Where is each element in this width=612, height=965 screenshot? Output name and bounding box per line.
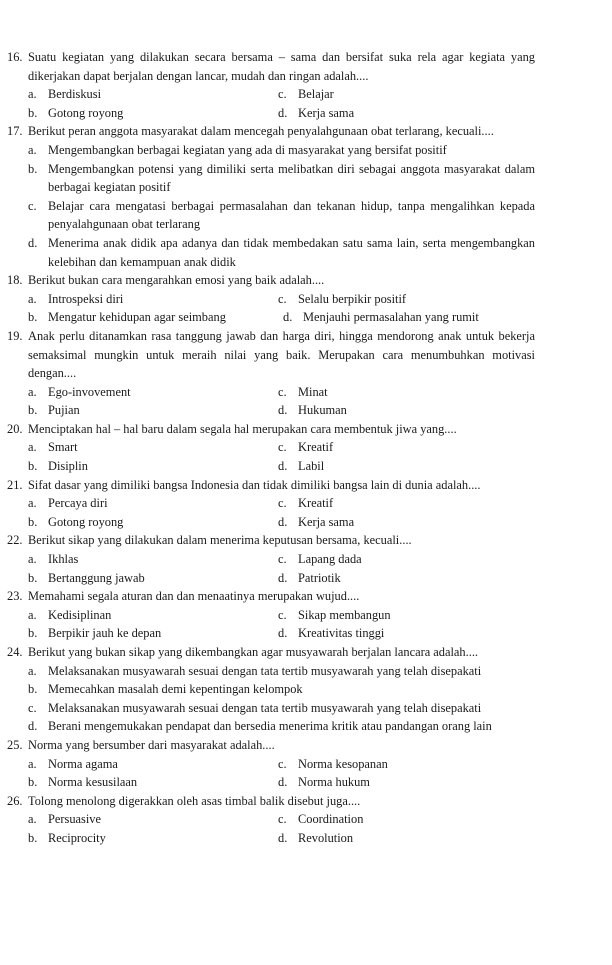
- question-number: 22.: [7, 533, 23, 548]
- question-stem: Berikut yang bukan sikap yang dikembangkan agar musyawarah berjalan lancara adalah....: [28, 645, 479, 659]
- option-b: b. Disiplin: [28, 459, 88, 474]
- option-c: c. Minat: [278, 384, 328, 399]
- options-18: [7, 290, 535, 327]
- option-b: b. Bertanggung jawab: [28, 570, 145, 585]
- option-b: b. Gotong royong: [28, 105, 124, 120]
- options-22: [7, 550, 535, 587]
- question-number: 25.: [7, 737, 23, 752]
- question-stem: Tolong menolong digerakkan oleh asas timbal balik disebut juga....: [28, 793, 361, 808]
- question-list: [7, 48, 535, 848]
- option-c: c. Kreatif: [278, 496, 334, 511]
- option-d: d. Labil: [278, 459, 325, 474]
- question-23: [7, 587, 535, 606]
- option-d: d. Revolution: [278, 830, 354, 845]
- question-16: [7, 48, 535, 85]
- options-16: [7, 85, 535, 122]
- question-26: [7, 792, 535, 811]
- question-number: 20.: [7, 421, 23, 436]
- option-b: b. Berpikir jauh ke depan: [28, 626, 162, 641]
- option-a: a. Kedisiplinan: [28, 607, 112, 622]
- option-b: b. Mengembangkan potensi yang dimiliki serta melibatkan diri sebagai anggota masyarakat dalam berbagai kegiatan positif: [28, 161, 535, 195]
- option-a: a. Smart: [28, 440, 78, 455]
- question-stem: Berikut sikap yang dilakukan dalam menerima keputusan bersama, kecuali....: [28, 533, 412, 548]
- question-22: [7, 531, 535, 550]
- option-d: d. Kerja sama: [278, 105, 355, 120]
- question-stem: Menciptakan hal – hal baru dalam segala hal merupakan cara membentuk jiwa yang....: [28, 421, 457, 436]
- option-d: d. Kreativitas tinggi: [278, 626, 385, 641]
- question-24: [7, 643, 535, 662]
- question-stem: Berikut peran anggota masyarakat dalam mencegah penyalahgunaan obat terlarang, kecuali....: [28, 124, 494, 139]
- question-number: 18.: [7, 273, 23, 288]
- option-b: b. Gotong royong: [28, 514, 124, 529]
- question-20: [7, 420, 535, 439]
- option-d: d. Patriotik: [278, 570, 341, 585]
- option-d: d. Hukuman: [278, 403, 347, 418]
- question-17: [7, 122, 535, 141]
- option-d: d. Berani mengemukakan pendapat dan bersedia menerima kritik atau pandangan orang lain: [28, 719, 492, 734]
- option-a: a. Mengembangkan berbagai kegiatan yang ada di masyarakat yang bersifat positif: [28, 142, 447, 157]
- option-b: b. Memecahkan masalah demi kepentingan kelompok: [28, 682, 303, 697]
- question-number: 17.: [7, 124, 23, 139]
- options-23: [7, 606, 535, 643]
- options-25: [7, 755, 535, 792]
- question-stem: Anak perlu ditanamkan rasa tanggung jawab dan harga diri, hingga mendorong anak untuk bekerja semaksimal mungkin untuk meraih nilai yang baik. Merupakan cara menumbuhkan motivasi dengan....: [28, 328, 535, 381]
- question-stem: Berikut bukan cara mengarahkan emosi yang baik adalah....: [28, 273, 325, 288]
- option-b: b. Mengatur kehidupan agar seimbang: [28, 310, 226, 325]
- option-c: c. Selalu berpikir positif: [278, 291, 407, 306]
- option-a: a. Melaksanakan musyawarah sesuai dengan tata tertib musyawarah yang telah disepakati: [28, 663, 482, 678]
- option-a: a. Berdiskusi: [28, 87, 102, 102]
- options-19: [7, 383, 535, 420]
- option-d: d. Norma hukum: [278, 775, 370, 790]
- question-number: 23.: [7, 589, 23, 604]
- option-a: a. Ego-invovement: [28, 384, 131, 399]
- question-stem: Norma yang bersumber dari masyarakat adalah....: [28, 737, 275, 752]
- option-c: c. Belajar: [278, 87, 334, 102]
- question-number: 16.: [7, 50, 23, 64]
- option-a: a. Introspeksi diri: [28, 291, 124, 306]
- question-18: [7, 271, 535, 290]
- option-c: c. Coordination: [278, 812, 364, 827]
- question-stem: Memahami segala aturan dan dan menaatinya merupakan wujud....: [28, 589, 360, 604]
- option-d: d. Menjauhi permasalahan yang rumit: [283, 310, 479, 325]
- options-26: [7, 810, 535, 847]
- option-b: b. Pujian: [28, 403, 80, 418]
- option-c: c. Sikap membangun: [278, 607, 391, 622]
- options-21: [7, 494, 535, 531]
- option-c: c. Belajar cara mengatasi berbagai permasalahan dan tekanan hidup, tanpa mengalihkan kepada penyalahgunaan obat terlarang: [28, 198, 535, 232]
- question-stem: Sifat dasar yang dimiliki bangsa Indonesia dan tidak dimiliki bangsa lain di dunia adalah....: [28, 477, 481, 492]
- option-d: d. Kerja sama: [278, 514, 355, 529]
- question-25: [7, 736, 535, 755]
- question-number: 26.: [7, 793, 23, 808]
- question-21: [7, 476, 535, 495]
- option-b: b. Norma kesusilaan: [28, 775, 138, 790]
- option-c: c. Melaksanakan musyawarah sesuai dengan tata tertib musyawarah yang telah disepakati: [28, 700, 482, 715]
- question-stem: Suatu kegiatan yang dilakukan secara bersama – sama dan bersifat suka rela agar kegiata yang dikerjakan dapat berjalan dengan lancar, mudah dan ringan adalah....: [28, 50, 535, 83]
- option-c: c. Norma kesopanan: [278, 756, 388, 771]
- question-19: [7, 327, 535, 383]
- question-number: 19.: [7, 328, 23, 343]
- option-a: a. Norma agama: [28, 756, 118, 771]
- option-a: a. Persuasive: [28, 812, 101, 827]
- question-number: 24.: [7, 645, 23, 659]
- option-c: c. Kreatif: [278, 440, 334, 455]
- option-b: b. Reciprocity: [28, 830, 106, 845]
- option-d: d. Menerima anak didik apa adanya dan tidak membedakan satu sama lain, serta mengembangkan kelebihan dan kemampuan anak didik: [28, 235, 535, 269]
- option-c: c. Lapang dada: [278, 552, 362, 567]
- question-number: 21.: [7, 477, 23, 492]
- option-a: a. Ikhlas: [28, 552, 79, 567]
- options-20: [7, 438, 535, 475]
- option-a: a. Percaya diri: [28, 496, 108, 511]
